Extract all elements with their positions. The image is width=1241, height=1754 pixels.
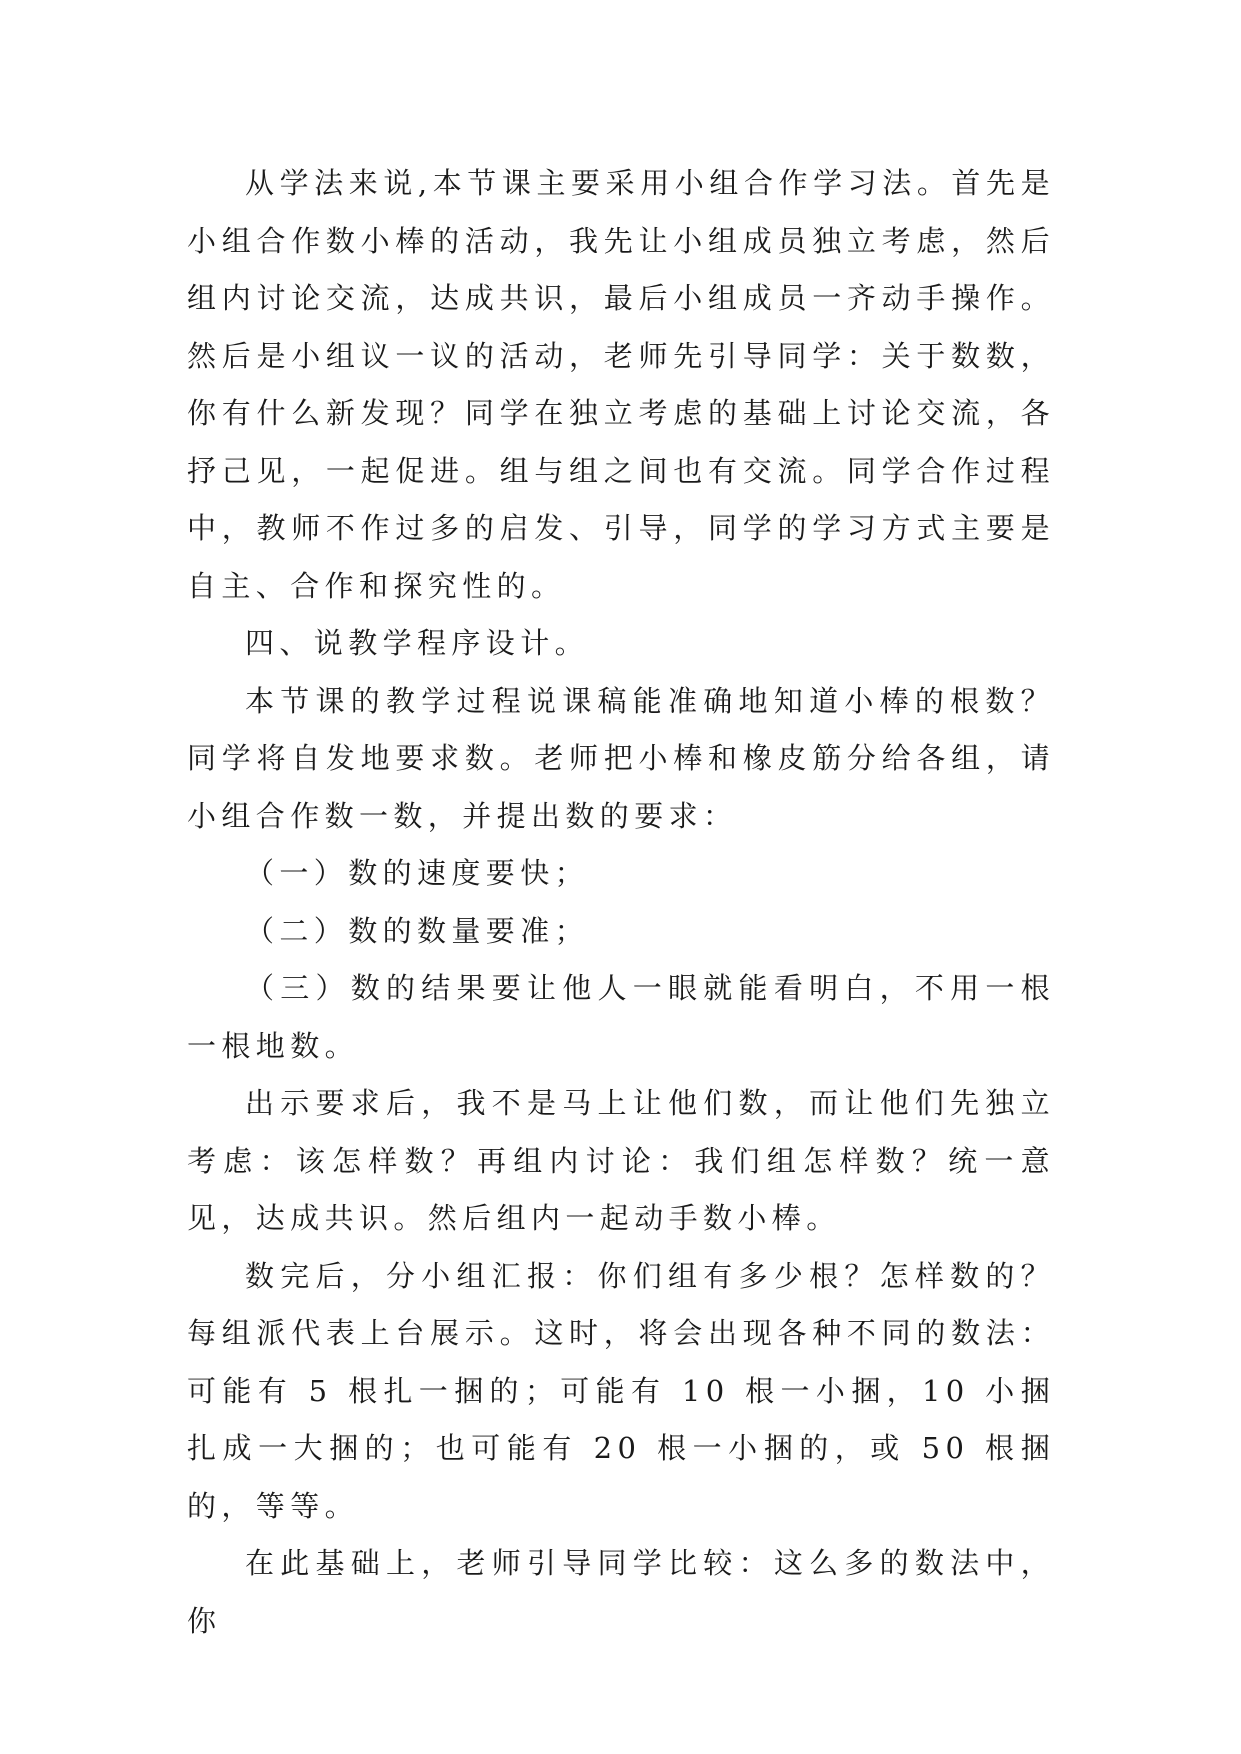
paragraph-teaching-process: 本节课的教学过程说课稿能准确地知道小棒的根数？同学将自发地要求数。老师把小棒和橡皮筋分给各组，请小组合作数一数，并提出数的要求： [187,683,1055,833]
paragraph-group-report: 数完后，分小组汇报：你们组有多少根？怎样数的？每组派代表上台展示。这时，将会出现各种不同的数法：可能有 5 根扎一捆的；可能有 10 根一小捆，10 小捆扎成一大捆的；也可能有 20 根一小捆的，或 50 根捆的，等等。 [187,1258,1055,1523]
requirement-item-1: （一）数的速度要快； [245,856,590,890]
document-body [187,155,1055,1650]
section-heading-teaching-procedure: 四、说教学程序设计。 [245,626,590,660]
paragraph-comparison: 在此基础上，老师引导同学比较：这么多的数法中，你 [187,1546,1055,1638]
requirement-item-2: （二）数的数量要准； [245,913,590,948]
requirement-item-3: （三）数的结果要让他人一眼就能看明白，不用一根一根地数。 [187,971,1055,1063]
paragraph-independent-thinking: 出示要求后，我不是马上让他们数，而让他们先独立考虑：该怎样数？再组内讨论：我们组怎样数？统一意见，达成共识。然后组内一起动手数小棒。 [187,1086,1055,1235]
paragraph-learning-method: 从学法来说,本节课主要采用小组合作学习法。首先是小组合作数小棒的活动，我先让小组成员独立考虑，然后组内讨论交流，达成共识，最后小组成员一齐动手操作。然后是小组议一议的活动，老师先引导同学：关于数数，你有什么新发现？同学在独立考虑的基础上讨论交流，各抒己见，一起促进。组与组之间也有交流。同学合作过程中，教师不作过多的启发、引导，同学的学习方式主要是自主、合作和探究性的。 [187,166,1055,603]
